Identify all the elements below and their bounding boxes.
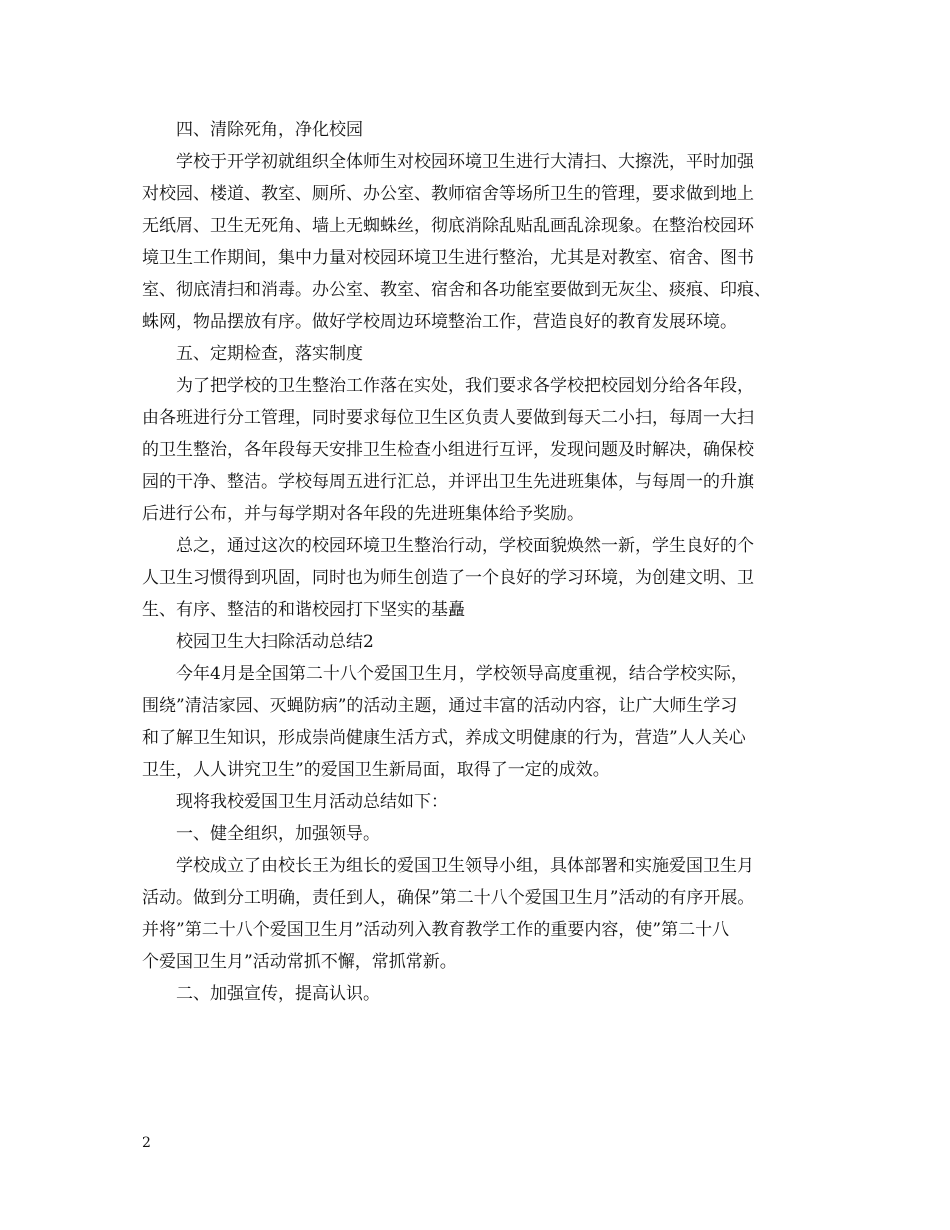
text-line: 二、加强宣传，提高认识。	[176, 984, 380, 1004]
text-line: 的卫生整治，各年段每天安排卫生检查小组进行互评，发现问题及时解决，确保校	[142, 440, 754, 460]
text-line: 现将我校爱国卫生月活动总结如下：	[176, 792, 448, 812]
text-line: 为了把学校的卫生整治工作落在实处，我们要求各学校把校园划分给各年段，	[176, 376, 754, 396]
text-line: 四、清除死角，净化校园	[176, 120, 363, 140]
paragraph-cleanup	[142, 146, 832, 338]
page-number: 2	[142, 1135, 151, 1151]
text-line: 对校园、楼道、教室、厕所、办公室、教师宿舍等场所卫生的管理，要求做到地上	[142, 184, 754, 204]
text-line: 由各班进行分工管理，同时要求每位卫生区负责人要做到每天二小扫，每周一大扫	[142, 408, 754, 428]
text-line: 学校成立了由校长王为组长的爱国卫生领导小组，具体部署和实施爱国卫生月	[176, 856, 754, 876]
text-line: 学校于开学初就组织全体师生对校园环境卫生进行大清扫、大擦洗，平时加强	[176, 152, 754, 172]
text-line: 境卫生工作期间，集中力量对校园环境卫生进行整治，尤其是对教室、宿舍、图书	[142, 248, 754, 268]
text-line: 活动。做到分工明确，责任到人，确保”第二十八个爱国卫生月”活动的有序开展。	[142, 888, 755, 908]
text-line: 生、有序、整洁的和谐校园打下坚实的基矗	[142, 600, 465, 620]
summary-title-2	[142, 626, 832, 658]
text-line: 卫生，人人讲究卫生”的爱国卫生新局面，取得了一定的成效。	[142, 760, 610, 780]
text-line: 校园卫生大扫除活动总结2	[176, 632, 374, 652]
section-heading-1	[142, 818, 832, 850]
text-line: 室、彻底清扫和消毒。办公室、教室、宿舍和各功能室要做到无灰尘、痰痕、印痕、	[142, 280, 771, 300]
text-line: 蛛网，物品摆放有序。做好学校周边环境整治工作，营造良好的教育发展环境。	[142, 312, 737, 332]
text-line: 和了解卫生知识，形成崇尚健康生活方式，养成文明健康的行为，营造”人人关心	[142, 728, 746, 748]
paragraph-organization	[142, 850, 832, 978]
text-line: 五、定期检查，落实制度	[176, 344, 363, 364]
text-line: 今年4月是全国第二十八个爱国卫生月，学校领导高度重视，结合学校实际，	[176, 664, 748, 684]
paragraph-inspection	[142, 370, 832, 530]
text-line: 后进行公布，并与每学期对各年段的先进班集体给予奖励。	[142, 504, 584, 524]
document-body	[142, 114, 832, 1010]
text-line: 并将”第二十八个爱国卫生月”活动列入教育教学工作的重要内容，使”第二十八	[142, 920, 730, 940]
section-heading-2	[142, 978, 832, 1010]
text-line: 一、健全组织，加强领导。	[176, 824, 380, 844]
text-line: 无纸屑、卫生无死角、墙上无蜘蛛丝，彻底消除乱贴乱画乱涂现象。在整治校园环	[142, 216, 754, 236]
text-line: 围绕”清洁家园、灭蝇防病”的活动主题，通过丰富的活动内容，让广大师生学习	[142, 696, 738, 716]
paragraph-summary	[142, 530, 832, 626]
text-line: 总之，通过这次的校园环境卫生整治行动，学校面貌焕然一新，学生良好的个	[176, 536, 754, 556]
text-line: 人卫生习惯得到巩固，同时也为师生创造了一个良好的学习环境，为创建文明、卫	[142, 568, 754, 588]
section-heading-4	[142, 114, 832, 146]
text-line: 园的干净、整洁。学校每周五进行汇总，并评出卫生先进班集体，与每周一的升旗	[142, 472, 754, 492]
paragraph-lead	[142, 786, 832, 818]
section-heading-5	[142, 338, 832, 370]
paragraph-intro	[142, 658, 832, 786]
text-line: 个爱国卫生月”活动常抓不懈，常抓常新。	[142, 952, 457, 972]
